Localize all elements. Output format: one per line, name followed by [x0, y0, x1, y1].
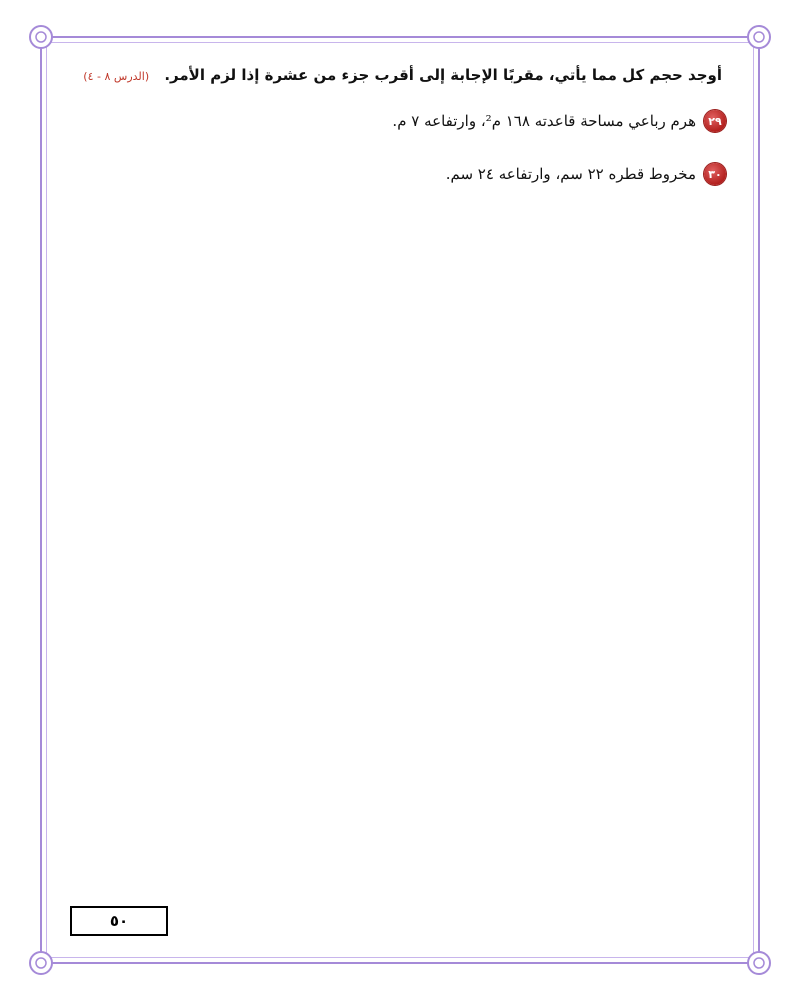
corner-ornament-icon — [744, 948, 774, 978]
question-number-badge: ٣٠ — [704, 163, 726, 185]
page-number: ٥٠ — [70, 906, 168, 936]
exercise-instruction — [72, 66, 722, 84]
question-text: مخروط قطره ٢٢ سم، وارتفاعه ٢٤ سم. — [445, 165, 696, 183]
question-29 — [392, 110, 726, 132]
corner-ornament-icon — [744, 22, 774, 52]
question-number-badge: ٢٩ — [704, 110, 726, 132]
instruction-text: أوجد حجم كل مما يأتي، مقربًا الإجابة إلى أقرب جزء من عشرة إذا لزم الأمر. — [164, 66, 722, 84]
question-30 — [446, 163, 726, 185]
lesson-reference: (الدرس ٨ - ٤) — [83, 70, 150, 83]
corner-ornament-icon — [26, 948, 56, 978]
corner-ornament-icon — [26, 22, 56, 52]
question-text: هرم رباعي مساحة قاعدته ١٦٨ م²، وارتفاعه ٧ م. — [392, 112, 696, 130]
